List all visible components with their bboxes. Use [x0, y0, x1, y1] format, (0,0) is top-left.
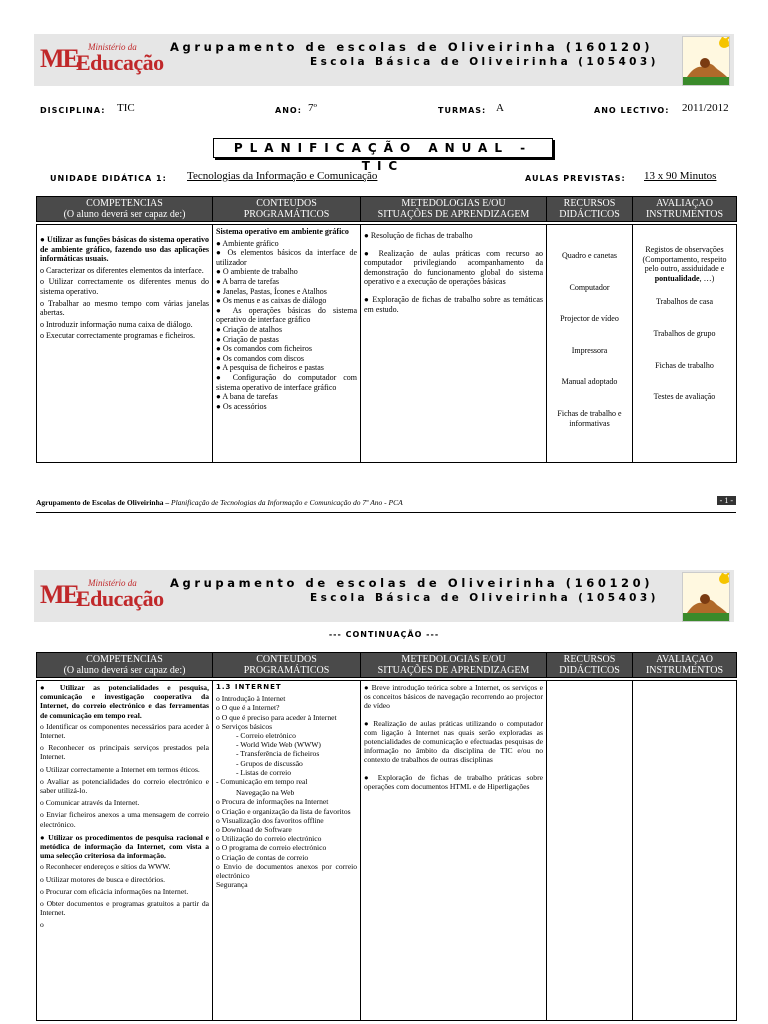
- planning-table-2: [36, 652, 737, 1021]
- bullet-icon: ●: [216, 392, 223, 402]
- content-item: Navegação na Web: [236, 788, 295, 798]
- bullet-icon: o: [216, 852, 222, 862]
- recursos-cell: [547, 681, 633, 1021]
- col-conteudos: [213, 653, 361, 678]
- resource-item: [550, 251, 629, 261]
- competency-item: [40, 299, 209, 318]
- bullet-icon: o: [216, 825, 222, 835]
- bullet-icon: o: [216, 834, 222, 844]
- bullet-icon: o: [216, 861, 224, 871]
- content-item: [216, 816, 357, 825]
- aulas-label: AULAS PREVISTAS:: [525, 174, 626, 183]
- page-number: - 1 -: [717, 496, 736, 505]
- content-item: [216, 239, 357, 249]
- content-item-text: Os comandos com discos: [222, 353, 304, 363]
- bullet-icon: ●: [216, 363, 223, 373]
- bullet-icon: ●: [216, 305, 233, 315]
- content-title: Sistema operativo em ambiente gráfico: [216, 227, 349, 236]
- col-recursos: [547, 197, 633, 222]
- competency-item: [40, 798, 209, 807]
- evaluation-item: [636, 361, 733, 371]
- content-item: [216, 306, 357, 325]
- bullet-icon: ●: [216, 401, 223, 411]
- competency-item: [40, 899, 209, 917]
- evaluation-item: [636, 297, 733, 307]
- content-list: [216, 797, 357, 880]
- table-header-row: [37, 653, 737, 678]
- resource-item: [550, 377, 629, 387]
- services-list: [216, 731, 357, 777]
- competency-list: [40, 266, 209, 341]
- content-item-text: O que é preciso para aceder à Internet: [221, 712, 337, 722]
- avaliacao-cell: [633, 225, 737, 463]
- recursos-cell: [547, 225, 633, 463]
- competency-main-text: Utilizar as potencialidades e pesquisa, comunicação e investigação cooperativa da Internet, do correio electrónico e das ferramentas de comunicação em tempo real.: [40, 683, 209, 720]
- content-item-text: Janelas, Pastas, Ícones e Atalhos: [222, 286, 327, 296]
- competency-item-text: Obter documentos e programas gratuitos a partir da Internet.: [40, 899, 209, 918]
- content-item: [216, 344, 357, 354]
- content-item: [216, 797, 357, 806]
- course-info-line: [40, 102, 740, 118]
- col-conteudos: [213, 197, 361, 222]
- bullet-icon: ●: [216, 353, 223, 363]
- bullet-icon: ●: [364, 231, 371, 240]
- school-name: Escola Básica de Oliveirinha (105403): [310, 592, 659, 604]
- content-item-text: Introdução à Internet: [221, 694, 286, 704]
- content-item: [216, 807, 357, 816]
- bullet-icon: ●: [216, 334, 223, 344]
- col-sublabel: DIDÁCTICOS: [559, 665, 620, 676]
- col-label: COMPETENCIAS: [86, 654, 163, 665]
- methodology-item-text: Exploração de fichas de trabalho práticas sobre operações com documentos HTML e de Hiperligações: [364, 772, 543, 791]
- ano-lectivo-value: 2011/2012: [682, 102, 729, 114]
- resource-item-text: Projector de vídeo: [560, 314, 619, 324]
- evaluation-text-end: , …): [699, 273, 715, 283]
- competency-item-text: Avaliar as potencialidades do correio electrónico e saber utilizá-lo.: [40, 776, 209, 796]
- col-competencias: [37, 653, 213, 678]
- bullet-icon: ●: [216, 372, 233, 382]
- content-item-text: Criação de contas de correio: [221, 852, 309, 862]
- aulas-value: 13 x 90 Minutos: [644, 170, 717, 182]
- competency-item-text: Identificar os componentes necessários para aceder à Internet.: [40, 721, 209, 741]
- content-item-text: O programa de correio electrónico: [221, 843, 327, 853]
- col-avaliacao: [633, 197, 737, 222]
- competency-item: [40, 331, 209, 341]
- content-item: [216, 267, 357, 277]
- bullet-icon: ●: [364, 248, 379, 258]
- evaluation-item: [636, 245, 733, 283]
- footer-school: Agrupamento de Escolas de Oliveirinha –: [36, 498, 170, 507]
- competency-main: ● Utilizar as funções básicas do sistema operativo de ambiente gráfico, fazendo uso das aplicações informáticas usuais.: [40, 235, 209, 264]
- bullet-icon: o: [216, 712, 222, 722]
- resource-item-text: Impressora: [571, 345, 608, 355]
- bullet-icon: ●: [216, 324, 223, 334]
- content-item: [216, 703, 357, 712]
- bullet-icon: ●: [364, 294, 373, 304]
- evaluation-item-text: Trabalhos de casa: [655, 297, 714, 307]
- content-item: [216, 363, 357, 373]
- footer-description: Planificação de Tecnologias da Informação e Comunicação do 7º Ano - PCA: [169, 498, 403, 507]
- evaluation-item-text: Fichas de trabalho: [655, 360, 714, 370]
- content-item-text: Procura de informações na Internet: [221, 797, 329, 807]
- bullet-icon: o: [40, 721, 47, 731]
- col-sublabel: (O aluno deverá ser capaz de:): [63, 209, 186, 220]
- col-label: COMPETENCIAS: [86, 198, 163, 209]
- bullet-icon: o: [40, 886, 46, 896]
- content-item: [216, 694, 357, 703]
- ministry-logo: [40, 42, 164, 78]
- content-item-text: Criação e organização da lista de favoritos: [221, 806, 351, 816]
- competency-item: [40, 810, 209, 828]
- logo-ministry-big: Educação: [76, 586, 164, 611]
- methodology-item: [364, 719, 543, 765]
- unit-label: UNIDADE DIDÁTICA 1:: [50, 174, 167, 183]
- bullet-icon: ●: [216, 248, 228, 258]
- col-avaliacao: [633, 653, 737, 678]
- content-item: [216, 825, 357, 834]
- service-item: [216, 759, 357, 768]
- bullet-icon: ●: [364, 718, 374, 728]
- bullet-icon: o: [216, 815, 222, 825]
- content-item: [216, 862, 357, 880]
- resource-list: [550, 251, 629, 428]
- content-item: [216, 325, 357, 335]
- bullet-icon: ●: [216, 296, 223, 306]
- resource-item: [550, 346, 629, 356]
- continuation-label: --- CONTINUAÇÃO ---: [328, 630, 440, 639]
- bullet-icon: o: [216, 721, 222, 731]
- col-sublabel: DIDÁCTICOS: [559, 209, 620, 220]
- col-metodologias: [361, 197, 547, 222]
- evaluation-text: Registos de observações (Comportamento, respeito pelo outro, assiduidade e: [642, 245, 727, 274]
- logo-mark: ME: [40, 44, 78, 73]
- metodologias-cell: [361, 225, 547, 463]
- ano-value: 7º: [308, 102, 317, 114]
- content-item: [216, 843, 357, 852]
- page-footer: [36, 498, 736, 513]
- bullet-icon: o: [40, 298, 48, 308]
- table-row: [37, 681, 737, 1021]
- competency-item: [40, 266, 209, 276]
- content-item-text: Download de Software: [221, 825, 292, 835]
- col-competencias: [37, 197, 213, 222]
- content-item: [216, 402, 357, 412]
- competency-item-text: Comunicar através da Internet.: [45, 798, 140, 808]
- methodology-item: [364, 249, 543, 287]
- content-list: [216, 239, 357, 412]
- conteudos-cell: [213, 225, 361, 463]
- col-label: RECURSOS: [563, 654, 616, 665]
- evaluation-item: [636, 392, 733, 402]
- resource-item-text: Fichas de trabalho e informativas: [557, 408, 622, 428]
- competencias-cell: [37, 225, 213, 463]
- competency-list: [40, 722, 209, 829]
- content-item-text: Envio de documentos anexos por correio electrónico: [216, 861, 357, 881]
- service-item-text: - World Wide Web (WWW): [236, 740, 321, 750]
- competency-item: [40, 743, 209, 761]
- competency-item-text: Utilizar motores de busca e directórios.: [45, 874, 166, 884]
- col-sublabel: INSTRUMENTOS: [645, 665, 724, 676]
- competency-item: [40, 862, 209, 871]
- content-item: [216, 834, 357, 843]
- bullet-icon: o: [40, 265, 46, 275]
- competency-item: [40, 777, 209, 795]
- evaluation-item-text: Testes de avaliação: [653, 392, 716, 402]
- col-label: RECURSOS: [563, 198, 616, 209]
- content-item-text: Os menus e as caixas de diálogo: [222, 296, 327, 306]
- methodology-item-text: Breve introdução teórica sobre a Internet, os serviços e os conceitos básicos de navegação recorrendo ao projector de vídeo: [364, 683, 543, 711]
- competency-item-text: Enviar ficheiros anexos a uma mensagem de correio electrónico.: [40, 810, 209, 829]
- competency-item-text: Utilizar correctamente a Internet em termos éticos.: [45, 764, 200, 774]
- avaliacao-cell: [633, 681, 737, 1021]
- bullet-icon: o: [216, 703, 222, 713]
- competency-item: [40, 875, 209, 884]
- col-label: AVALIAÇAO: [656, 198, 713, 209]
- content-item-text: Criação de pastas: [222, 334, 279, 344]
- col-label: AVALIAÇAO: [656, 654, 713, 665]
- school-header-2: [34, 570, 734, 622]
- col-metodologias: [361, 653, 547, 678]
- methodology-item-text: Realização de aulas práticas utilizando o computador com ligação à Internet nas quais serão exploradas as potencialidades de comunicação e efectuadas pesquisas de informação no âmbito da disciplina de TIC e/ou no contexto de trabalhos de outras disciplinas: [364, 718, 543, 765]
- bullet-icon: o: [216, 694, 222, 704]
- content-item-text: O ambiente de trabalho: [222, 267, 298, 277]
- conteudos-cell: [213, 681, 361, 1021]
- resource-item-text: Quadro e canetas: [561, 251, 618, 260]
- bullet-icon: o: [216, 797, 222, 807]
- resource-item: [550, 314, 629, 324]
- bullet-icon: ●: [216, 267, 223, 277]
- content-item: [216, 853, 357, 862]
- content-item: [216, 373, 357, 392]
- competency-item: [40, 320, 209, 330]
- evaluation-text-bold: pontualidade: [654, 273, 700, 283]
- competency-item-text: Utilizar correctamente os diferentes menus do sistema operativo.: [40, 277, 209, 296]
- col-sublabel: INSTRUMENTOS: [645, 209, 724, 220]
- content-item: [216, 713, 357, 722]
- service-item: [216, 740, 357, 749]
- competency-item: [40, 765, 209, 774]
- competency-item-text: Reconhecer endereços e sítios da WWW.: [45, 862, 171, 872]
- bullet-icon: ●: [216, 276, 223, 286]
- competency-item-text: Procurar com eficácia informações na Internet.: [45, 886, 189, 896]
- bullet-icon: ●: [216, 286, 223, 296]
- competency-item-text: Introduzir informação numa caixa de diálogo.: [46, 319, 193, 329]
- col-sublabel: SITUAÇÕES DE APRENDIZAGEM: [377, 209, 530, 220]
- content-item: Segurança: [216, 880, 248, 890]
- bullet-icon: ●: [216, 238, 223, 248]
- bullet-icon: o: [40, 776, 47, 786]
- evaluation-list: [636, 297, 733, 401]
- content-item-text: As operações básicas do sistema operativo de interface gráfico: [216, 305, 358, 325]
- ano-label: ANO:: [275, 106, 302, 115]
- turmas-value: A: [496, 102, 504, 114]
- content-item-text: Serviços básicos: [221, 721, 273, 731]
- bullet-icon: o: [216, 806, 222, 816]
- turmas-label: TURMAS:: [438, 106, 487, 115]
- logo-ministry-big: Educação: [76, 50, 164, 75]
- evaluation-item: [636, 329, 733, 339]
- service-item-text: - Transferência de ficheiros: [236, 749, 320, 759]
- resource-item: [550, 409, 629, 428]
- bullet-icon: o: [40, 331, 46, 341]
- disciplina-label: DISCIPLINA:: [40, 106, 106, 115]
- col-sublabel: SITUAÇÕES DE APRENDIZAGEM: [377, 665, 530, 676]
- ano-lectivo-label: ANO LECTIVO:: [594, 106, 670, 115]
- competency-main: ● Utilizar os procedimentos de pesquisa racional e metódica de informação da Internet, com vista a uma selecção criteriosa da informação.: [40, 832, 209, 861]
- competencias-cell: [37, 681, 213, 1021]
- methodology-item-text: Realização de aulas práticas com recurso ao computador privilegiando acompanhamento da demonstração do funcionamento global do sistema operativo e a execução de operações básicas: [364, 248, 543, 287]
- col-recursos: [547, 653, 633, 678]
- content-item-text: Visualização dos favoritos offline: [221, 815, 324, 825]
- content-item-text: A barra de tarefas: [222, 276, 280, 286]
- competency-item: [40, 887, 209, 896]
- content-item-text: Configuração do computador com sistema operativo de interface gráfico: [216, 372, 357, 392]
- service-item-text: - Grupos de discussão: [236, 758, 303, 768]
- content-item-text: Os elementos básicos da interface de utilizador: [216, 248, 357, 267]
- table-header-row: [37, 197, 737, 222]
- logo-ministry-small: Ministério da: [88, 42, 137, 52]
- service-item-text: - Correio eletrónico: [236, 731, 296, 741]
- logo-mark: ME: [40, 580, 78, 609]
- service-item-text: - Listas de correio: [236, 767, 292, 777]
- resource-item: [550, 283, 629, 293]
- bullet-icon: ●: [216, 344, 223, 354]
- content-item-text: Ambiente gráfico: [222, 238, 279, 248]
- content-item: [216, 354, 357, 364]
- bullet-icon: o: [40, 862, 46, 872]
- ministry-logo: [40, 578, 164, 614]
- disciplina-value: TIC: [117, 102, 135, 114]
- col-label: METEDOLOGIAS E/OU: [401, 198, 506, 209]
- content-item-text: Os acessórios: [222, 401, 267, 411]
- competency-item: [40, 722, 209, 740]
- content-item: [216, 287, 357, 297]
- competency-main-text: Utilizar as funções básicas do sistema operativo de ambiente gráfico, fazendo uso das aplicações informáticas usuais.: [40, 235, 209, 264]
- service-item: [216, 749, 357, 758]
- bullet-icon: o: [40, 277, 49, 287]
- school-group-title: Agrupamento de escolas de Oliveirinha (160120): [170, 576, 654, 590]
- content-item: [216, 277, 357, 287]
- competency-list: [40, 862, 209, 929]
- school-header: [34, 34, 734, 86]
- col-label: CONTEUDOS: [256, 654, 317, 665]
- col-sublabel: PROGRAMÁTICOS: [243, 665, 330, 676]
- methodology-list: [364, 683, 543, 791]
- competency-main-text: Utilizar os procedimentos de pesquisa racional e metódica de informação da Internet, com vista a uma selecção criteriosa da informação.: [40, 832, 209, 861]
- content-title: 1.3 INTERNET: [216, 683, 282, 691]
- content-list: [216, 694, 357, 731]
- methodology-list: [364, 231, 543, 314]
- content-item: - Comunicação em tempo real: [216, 777, 308, 787]
- content-item: [216, 335, 357, 345]
- content-item: [216, 248, 357, 267]
- competency-main: ● Utilizar as potencialidades e pesquisa, comunicação e investigação cooperativa da Internet, do correio electrónico e das ferramentas de comunicação em tempo real.: [40, 683, 209, 720]
- table-row: [37, 225, 737, 463]
- service-item: [216, 768, 357, 777]
- bullet-icon: o: [40, 920, 44, 930]
- evaluation-item-text: Trabalhos de grupo: [653, 328, 716, 338]
- content-item-text: Criação de atalhos: [222, 324, 282, 334]
- bullet-icon: o: [40, 874, 46, 884]
- competency-item: [40, 277, 209, 296]
- bullet-icon: o: [216, 843, 222, 853]
- bullet-icon: ●: [364, 772, 378, 782]
- content-item-text: O que é a Internet?: [221, 703, 280, 713]
- school-name: Escola Básica de Oliveirinha (105403): [310, 56, 659, 68]
- content-item-text: A bana de tarefas: [222, 392, 278, 402]
- methodology-item: [364, 773, 543, 791]
- service-item: [216, 731, 357, 740]
- content-item-text: Utilização do correio electrónico: [221, 834, 322, 844]
- competency-item: [40, 920, 209, 929]
- school-emblem-image: [682, 572, 730, 622]
- methodology-item-text: Exploração de fichas de trabalho sobre as temáticas em estudo.: [364, 294, 543, 314]
- unit-line: [50, 170, 740, 186]
- school-emblem-image: [682, 36, 730, 86]
- bullet-icon: ●: [364, 683, 372, 692]
- content-item: [216, 722, 357, 731]
- col-sublabel: PROGRAMÁTICOS: [243, 209, 330, 220]
- metodologias-cell: [361, 681, 547, 1021]
- document-title: PLANIFICAÇÃO ANUAL - TIC: [213, 138, 553, 158]
- methodology-item-text: Resolução de fichas de trabalho: [370, 231, 473, 240]
- competency-item-text: Trabalhar ao mesmo tempo com várias janelas abertas.: [40, 298, 209, 318]
- bullet-icon: o: [40, 810, 47, 820]
- unit-value: Tecnologias da Informação e Comunicação: [187, 170, 378, 182]
- content-item-text: A pesquisa de ficheiros e pastas: [222, 363, 324, 373]
- bullet-icon: o: [40, 798, 46, 808]
- bullet-icon: o: [40, 899, 47, 909]
- content-item-text: Os comandos com ficheiros: [222, 344, 312, 354]
- bullet-icon: o: [40, 743, 49, 753]
- logo-ministry-small: Ministério da: [88, 578, 137, 588]
- col-sublabel: (O aluno deverá ser capaz de:): [63, 665, 186, 676]
- col-label: METEDOLOGIAS E/OU: [401, 654, 506, 665]
- bullet-icon: o: [40, 764, 46, 774]
- school-group-title: Agrupamento de escolas de Oliveirinha (160120): [170, 40, 654, 54]
- content-item: [216, 392, 357, 402]
- methodology-item: [364, 295, 543, 314]
- methodology-item: [364, 683, 543, 711]
- bullet-icon: o: [40, 319, 46, 329]
- content-item: [216, 296, 357, 306]
- methodology-item: [364, 231, 543, 241]
- competency-item-text: Executar correctamente programas e ficheiros.: [46, 331, 196, 341]
- competency-item-text: Caracterizar os diferentes elementos da interface.: [46, 265, 204, 275]
- competency-item-text: Reconhecer os principais serviços prestados pela Internet.: [40, 743, 209, 762]
- col-label: CONTEUDOS: [256, 198, 317, 209]
- resource-item-text: Manual adoptado: [561, 377, 618, 387]
- planning-table-1: [36, 196, 737, 463]
- resource-item-text: Computador: [569, 282, 610, 292]
